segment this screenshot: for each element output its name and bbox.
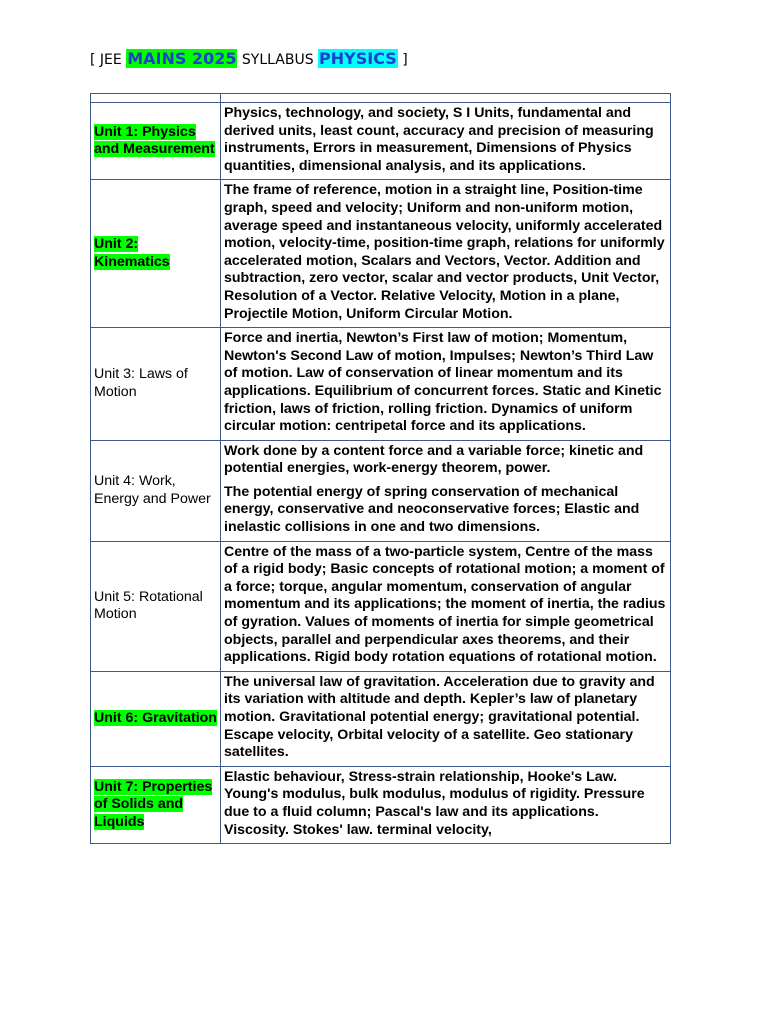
- heading-subject: PHYSICS: [319, 49, 397, 68]
- unit-title: Unit 2: Kinematics: [94, 236, 170, 270]
- unit-title: Unit 1: Physics and Measurement: [94, 123, 215, 158]
- table-row: [91, 180, 671, 328]
- unit-content-cell: [221, 103, 671, 180]
- table-row: [91, 103, 671, 180]
- unit-content-cell: [221, 440, 671, 541]
- unit-cell: [91, 440, 221, 541]
- unit-content-cell: [221, 328, 671, 441]
- table-row: [91, 440, 671, 541]
- unit-content-cell: [221, 180, 671, 328]
- unit-content-text: Force and inertia, Newton’s First law of motion; Momentum, Newton's Second Law of motion, Impulses; Newton’s Third Law of motion. Law of conservation of linear momentum and its applications. Equilibrium of concurrent forces. Static and Kinetic friction, laws of friction, rolling friction. Dynamics of uniform circular motion: centripetal force and its applications.: [224, 330, 662, 435]
- unit-content-text: Centre of the mass of a two-particle system, Centre of the mass of a rigid body; Basic concepts of rotational motion; a moment of a force; torque, angular momentum, conservation of angular momentum and its applications; the moment of inertia, the radius of gyration. Values of moments of inertia for simple geometrical objects, parallel and perpendicular axes theorems, and their applications. Rigid body rotation equations of rotational motion.: [224, 543, 666, 666]
- unit-content-text: Elastic behaviour, Stress-strain relationship, Hooke's Law. Young's modulus, bulk modulus, modulus of rigidity. Pressure due to a fluid column; Pascal's law and its applications. Viscosity. Stokes' law. terminal velocity,: [224, 768, 645, 838]
- unit-cell: [91, 180, 221, 328]
- syllabus-table-body: [91, 94, 671, 844]
- table-row: [91, 541, 671, 671]
- unit-cell: [91, 671, 221, 766]
- table-header-row: [91, 94, 671, 103]
- unit-cell: [91, 766, 221, 843]
- heading-close: ]: [397, 52, 408, 68]
- heading-syllabus: SYLLABUS: [237, 52, 319, 68]
- syllabus-table: [90, 93, 671, 844]
- unit-title: Unit 6: Gravitation: [94, 710, 217, 726]
- unit-content-cell: [221, 671, 671, 766]
- empty-cell: [91, 94, 221, 103]
- unit-title: Unit 4: Work, Energy and Power: [94, 473, 211, 507]
- unit-content-text: The potential energy of spring conservation of mechanical energy, conservative and neoconservative forces; Elastic and inelastic collisions in one and two dimensions.: [224, 483, 640, 536]
- empty-cell: [221, 94, 671, 103]
- unit-title: Unit 3: Laws of Motion: [94, 366, 188, 400]
- table-row: [91, 671, 671, 766]
- unit-cell: [91, 541, 221, 671]
- unit-title: Unit 7: Properties of Solids and Liquids: [94, 778, 213, 830]
- unit-cell: [91, 103, 221, 180]
- heading-open: [ JEE: [90, 52, 127, 68]
- page-heading: [90, 46, 408, 73]
- table-row: [91, 328, 671, 441]
- unit-content-cell: [221, 541, 671, 671]
- heading-mains-year: MAINS 2025: [127, 49, 237, 68]
- unit-content-cell: [221, 766, 671, 843]
- unit-cell: [91, 328, 221, 441]
- unit-title: Unit 5: Rotational Motion: [94, 588, 203, 623]
- unit-content-text: Physics, technology, and society, S I Units, fundamental and derived units, least count, accuracy and precision of measuring instruments, Errors in measurement, Dimensions of Physics quantities, dimensional analysis, and its applications.: [224, 105, 654, 174]
- table-row: [91, 766, 671, 843]
- unit-content-text: Work done by a content force and a variable force; kinetic and potential energies, work-energy theorem, power.: [224, 442, 644, 477]
- unit-content-text: The universal law of gravitation. Acceleration due to gravity and its variation with altitude and depth. Kepler’s law of planetary motion. Gravitational potential energy; gravitational potential. Escape velocity, Orbital velocity of a satellite. Geo stationary satellites.: [224, 673, 655, 761]
- unit-content-text: The frame of reference, motion in a straight line, Position-time graph, speed and velocity; Uniform and non-uniform motion, average speed and instantaneous velocity, uniformly accelerated motion, velocity-time, position-time graph, relations for uniformly accelerated motion, Scalars and Vectors, Vector. Addition and subtraction, zero vector, scalar and vector products, Unit Vector, Resolution of a Vector. Relative Velocity, Motion in a plane, Projectile Motion, Uniform Circular Motion.: [224, 182, 665, 322]
